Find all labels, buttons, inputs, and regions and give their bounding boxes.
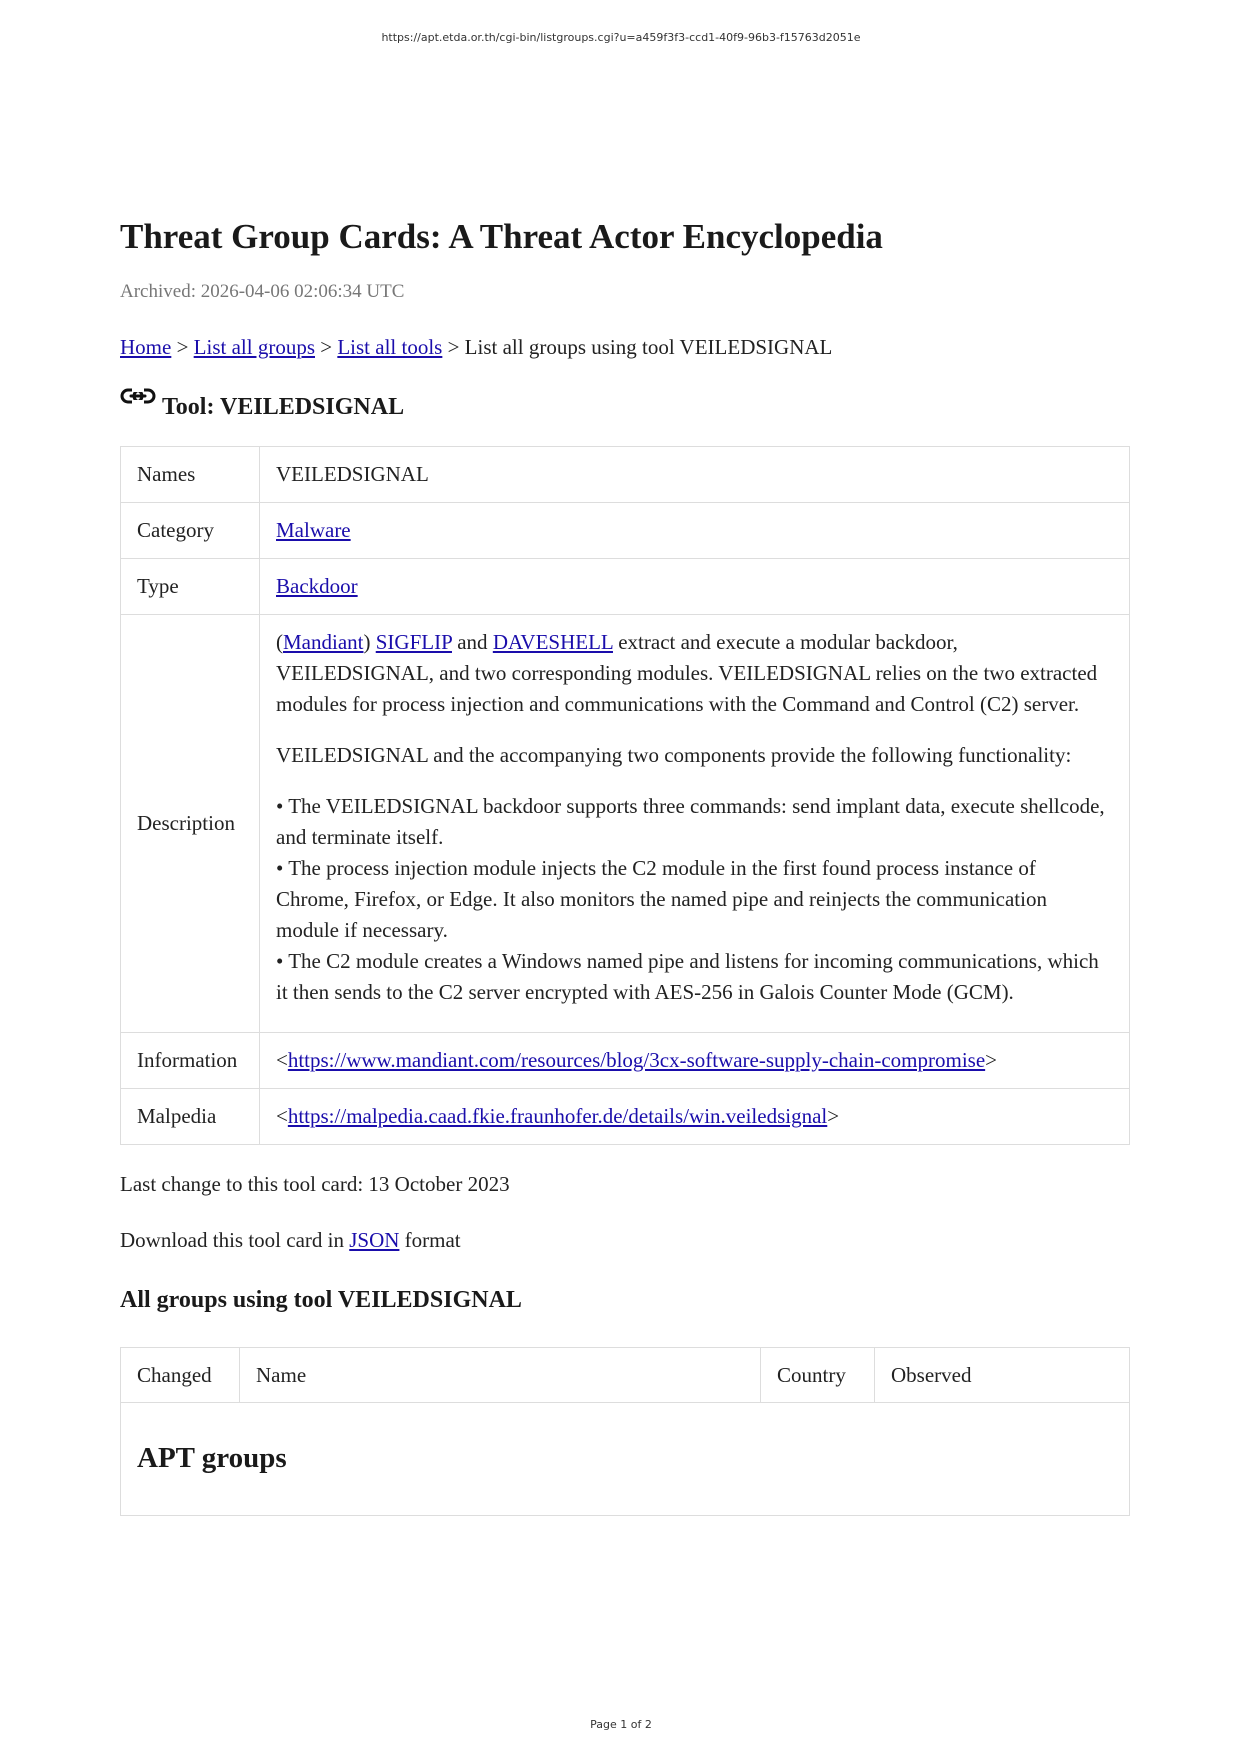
last-change-text: Last change to this tool card: 13 October 2023: [120, 1172, 510, 1196]
type-cell: [260, 559, 1130, 615]
column-header-country[interactable]: Country: [761, 1348, 875, 1403]
table-row: [121, 1089, 1130, 1145]
category-link[interactable]: Malware: [276, 518, 351, 542]
groups-table: [120, 1347, 1130, 1516]
table-row: [121, 559, 1130, 615]
column-header-name[interactable]: Name: [240, 1348, 761, 1403]
link-icon: [120, 385, 156, 409]
description-cell: [260, 615, 1130, 1033]
table-row: [121, 615, 1130, 1033]
groups-heading: All groups using tool VEILEDSIGNAL: [120, 1287, 522, 1313]
description-text: (: [276, 630, 283, 654]
names-label: Names: [121, 447, 260, 503]
table-row: [121, 447, 1130, 503]
json-download-link[interactable]: JSON: [349, 1228, 400, 1252]
list-item: • The C2 module creates a Windows named pipe and listens for incoming communications, which it then sends to the C2 server encrypted with AES-256 in Galois Counter Mode (GCM).: [276, 949, 1099, 1004]
description-label: Description: [121, 615, 260, 1033]
breadcrumb-current: > List all groups using tool VEILEDSIGNAL: [442, 335, 833, 359]
main-content: [120, 214, 1130, 1516]
category-label: Category: [121, 503, 260, 559]
type-link[interactable]: Backdoor: [276, 574, 358, 598]
bracket: >: [827, 1104, 840, 1128]
information-link[interactable]: https://www.mandiant.com/resources/blog/3cx-software-supply-chain-compromise: [287, 1048, 986, 1072]
description-paragraph: [276, 627, 1113, 720]
print-header-url: https://apt.etda.or.th/cgi-bin/listgroups.cgi?u=a459f3f3-ccd1-40f9-96b3-f15763d2051e: [381, 31, 861, 44]
type-label: Type: [121, 559, 260, 615]
breadcrumb-tools-link[interactable]: List all tools: [337, 335, 443, 359]
tool-heading-text: Tool: VEILEDSIGNAL: [162, 394, 405, 420]
download-line: [120, 1227, 1130, 1253]
description-text: and: [451, 630, 493, 654]
description-text: ): [363, 630, 376, 654]
description-text: extract and execute a modular backdoor, VEILEDSIGNAL, and two corresponding modules. VEILEDSIGNAL relies on the two extracted modules for process injection and communications with the Command and Control (C2) server.: [276, 630, 1098, 716]
page-title: Threat Group Cards: A Threat Actor Encyclopedia: [120, 217, 883, 256]
download-text: Download this tool card in: [120, 1228, 350, 1252]
column-header-observed[interactable]: Observed: [875, 1348, 1130, 1403]
tool-info-table: [120, 446, 1130, 1145]
table-row: [121, 503, 1130, 559]
malpedia-cell: [260, 1089, 1130, 1145]
information-cell: [260, 1033, 1130, 1089]
breadcrumb-home-link[interactable]: Home: [120, 335, 172, 359]
breadcrumb-separator: >: [171, 335, 194, 359]
description-paragraph: VEILEDSIGNAL and the accompanying two components provide the following functionality:: [276, 743, 1072, 767]
archived-timestamp: Archived: 2026-04-06 02:06:34 UTC: [120, 281, 405, 302]
names-value: VEILEDSIGNAL: [260, 447, 1130, 503]
list-item: • The process injection module injects the C2 module in the first found process instance of Chrome, Firefox, or Edge. It also monitors the named pipe and reinjects the communication module if necessary.: [276, 856, 1047, 942]
table-row: [121, 1033, 1130, 1089]
malpedia-label: Malpedia: [121, 1089, 260, 1145]
breadcrumb: [120, 334, 1130, 360]
bracket: >: [985, 1048, 997, 1072]
page-number: Page 1 of 2: [590, 1718, 652, 1731]
column-header-changed[interactable]: Changed: [121, 1348, 240, 1403]
table-header-row: [121, 1348, 1130, 1403]
breadcrumb-separator: >: [315, 335, 338, 359]
category-cell: [260, 503, 1130, 559]
malpedia-link[interactable]: https://malpedia.caad.fkie.fraunhofer.de/details/win.veiledsignal: [287, 1104, 828, 1128]
table-row: [121, 1403, 1130, 1516]
bracket: <: [276, 1048, 288, 1072]
daveshell-link[interactable]: DAVESHELL: [492, 630, 613, 654]
functionality-list: [276, 791, 1113, 1008]
bracket: <: [276, 1104, 288, 1128]
information-label: Information: [121, 1033, 260, 1089]
apt-groups-header: APT groups: [121, 1403, 1130, 1516]
mandiant-link[interactable]: Mandiant: [283, 630, 364, 654]
list-item: • The VEILEDSIGNAL backdoor supports three commands: send implant data, execute shellcode, and terminate itself.: [276, 794, 1105, 849]
breadcrumb-groups-link[interactable]: List all groups: [193, 335, 315, 359]
tool-heading: [120, 392, 1130, 422]
download-text: format: [399, 1228, 461, 1252]
sigflip-link[interactable]: SIGFLIP: [375, 630, 452, 654]
